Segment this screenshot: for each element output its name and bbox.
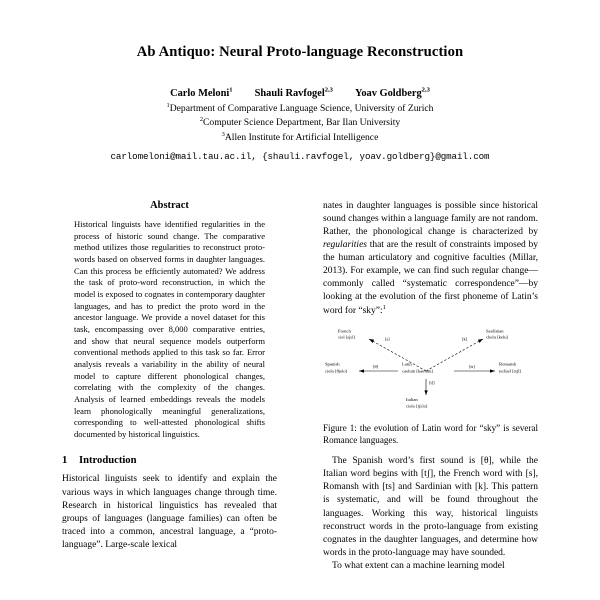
figure-node-latin (402, 361, 433, 373)
page-title: Ab Antiquo: Neural Proto-language Reconstruction (136, 44, 464, 60)
body-columns (0, 200, 600, 600)
section-heading-introduction (62, 455, 277, 466)
affiliation-line (0, 103, 600, 116)
figure-node-romansh-word: tschiel [tsʃl] (499, 368, 522, 374)
author-entry (355, 87, 430, 101)
figure-edge-label-french: [s] (385, 336, 390, 342)
affiliation-mark: 2 (199, 116, 204, 124)
figure-node-latin-lang: Latin (402, 361, 412, 367)
title-block (0, 0, 600, 162)
figure-1-canvas (323, 327, 538, 413)
author-emails: carlomeloni@mail.tau.ac.il, {shauli.ravfogel, yoav.goldberg}@gmail.com (110, 150, 490, 162)
figure-node-italian (406, 397, 428, 409)
figure-node-french-word: ciel [sjɛl] (338, 334, 356, 340)
figure-1 (323, 327, 538, 447)
figure-1-caption: Figure 1: the evolution of Latin word for “sky” is several Romance languages. (323, 422, 538, 445)
figure-edge-label-romansh: [ts] (469, 363, 475, 369)
intro-paragraph: Historical linguists seek to identify and explain the various ways in which languages change through time. Research in historical linguistics has revealed that groups of languages (language families) can often be traced into a common, ancestral language, a “proto-language”. Large-scale lexical (62, 474, 277, 550)
figure-node-italian-lang: Italian (406, 396, 418, 402)
left-column (62, 200, 277, 600)
figure-node-sardinian-word: chelu [kelu] (486, 334, 509, 340)
affiliation-text: Department of Comparative Language Science, University of Zurich (169, 102, 434, 114)
right-column (323, 200, 538, 600)
abstract-heading: Abstract (150, 200, 189, 211)
figure-edge-label-spanish: [θ] (373, 363, 379, 369)
figure-node-french (338, 328, 356, 339)
figure-node-italian-word: cielo [tʃɛlo] (406, 403, 428, 409)
affiliation-mark: 3 (221, 130, 225, 138)
figure-node-sardinian-lang: Sardinian (486, 328, 504, 334)
figure-node-spanish-word: cielo [θjelo] (325, 368, 348, 374)
author-entry (170, 87, 232, 101)
figure-node-latin-word: caelum [kaelum] (402, 368, 433, 374)
section-number: 1 (62, 455, 68, 467)
affiliation-line (0, 117, 600, 130)
figure-edge-label-italian: [tʃ] (429, 379, 435, 385)
figure-node-french-lang: French (338, 328, 351, 334)
emphasis-regularities: regularities (323, 240, 367, 251)
author-affil-marks: 1 (229, 86, 233, 94)
figure-node-romansh (499, 361, 522, 373)
figure-node-romansh-lang: Romansh (499, 361, 517, 367)
author-affil-marks: 2,3 (421, 86, 430, 94)
continued-paragraph-pre: nates in daughter languages is possible since historical sound changes within a language family are not random. Rather, the phonological change is characterized by (323, 201, 538, 238)
author-entry (255, 87, 333, 101)
affiliation-text: Computer Science Department, Bar Ilan University (203, 117, 401, 129)
continued-paragraph (323, 200, 538, 318)
author-name: Shauli Ravfogel (254, 87, 325, 99)
post-figure-paragraph: The Spanish word’s first sound is [θ], while the Italian word begins with [tʃ], the French word with [s], Romansh with [ts] and Sardinian with [k]. This pattern is systematic, and will be found throughout the languages. Working this way, historical linguists reconstruct words in the proto-language from existing cognates in the daughter languages, and determine how words in the proto-language may have sounded. (323, 456, 538, 558)
abstract-text: Historical linguists have identified regularities in the process of historic sound change. The comparative method utilizes those regularities to reconstruct proto-words based on observed forms in daughter languages. Can this process be efficiently automated? We address the task of proto-word reconstruction, in which the model is exposed to cognates in contemporary daughter languages, and has to predict the proto word in the ancestor language. We provide a novel dataset for this task, encompassing over 8,000 comparative entries, and show that neural sequence models outperform conventional methods applied to this task so far. Error analysis reveals a variability in the ability of neural model to capture different phonological changes, correlating with the complexity of the changes. Analysis of learned embeddings reveals the models learn phonologically meaningful generalizations, corresponding to well-attested phonological shifts documented by historical linguistics. (74, 219, 265, 439)
author-list (0, 87, 600, 101)
author-affil-marks: 2,3 (324, 86, 333, 94)
author-name: Carlo Meloni (170, 87, 230, 99)
figure-node-sardinian (486, 328, 509, 339)
figure-node-spanish (325, 361, 348, 373)
author-name: Yoav Goldberg (354, 87, 422, 99)
figure-edge-label-sardinian: [k] (462, 336, 468, 342)
section-title: Introduction (79, 455, 137, 467)
affiliation-line (0, 132, 600, 145)
clipped-paragraph: To what extent can a machine learning model (332, 560, 505, 571)
continued-paragraph-post: that are the result of constraints imposed by the human articulatory and cognitive faculties (Millar, 2013). For example, we can find such regular change—commonly called “systematic correspondence”—by looking at the evolution of the first phoneme of Latin’s word for “sky”: (323, 240, 538, 316)
footnote-marker[interactable]: 1 (382, 303, 386, 311)
figure-node-spanish-lang: Spanish (325, 361, 340, 367)
affiliation-text: Allen Institute for Artificial Intelligence (224, 132, 379, 144)
affiliation-mark: 1 (166, 101, 170, 109)
